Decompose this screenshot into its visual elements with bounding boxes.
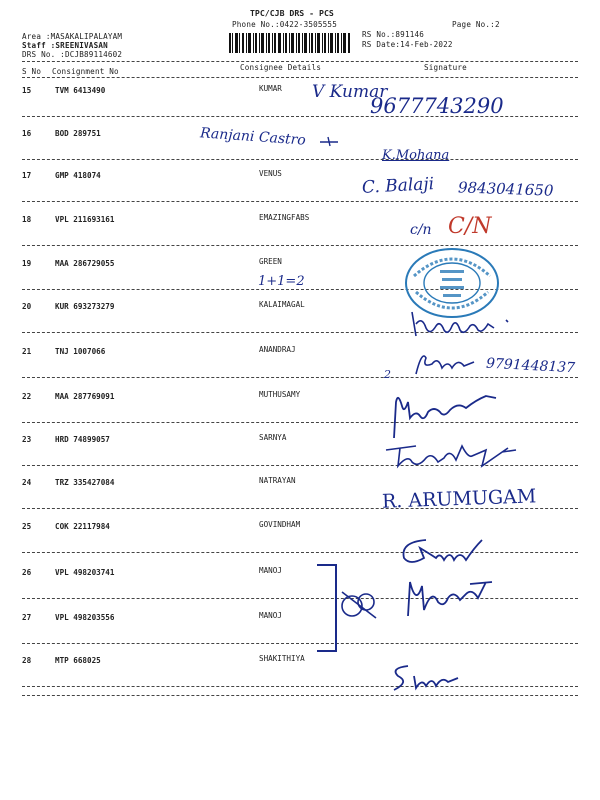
row-consignment-no: COK 22117984 bbox=[55, 522, 110, 531]
row-consignee: MANOJ bbox=[259, 566, 282, 575]
handwritten-cn: c/n bbox=[410, 222, 432, 238]
row-consignee: MUTHUSAMY bbox=[259, 390, 301, 399]
row-divider bbox=[22, 377, 578, 378]
signature-govindham bbox=[396, 532, 492, 566]
signature-kumar: V Kumar bbox=[312, 82, 388, 102]
row-sno: 16 bbox=[22, 129, 32, 138]
row-sno: 26 bbox=[22, 568, 32, 577]
row-consignment-no: MAA 287769091 bbox=[55, 392, 115, 401]
rs-date: RS Date:14-Feb-2022 bbox=[362, 40, 453, 49]
row-consignee: SHAKITHIYA bbox=[259, 654, 305, 663]
signature-shakithiya bbox=[386, 660, 472, 694]
row-consignment-no: TRZ 335427084 bbox=[55, 478, 115, 487]
phone-number: Phone No.:0422-3505555 bbox=[232, 20, 337, 29]
signature-muthusamy bbox=[386, 388, 506, 440]
row-consignee: KALAIMAGAL bbox=[259, 300, 305, 309]
signature-manoj bbox=[400, 576, 500, 620]
document-title: TPC/CJB DRS - PCS bbox=[250, 8, 334, 18]
row-consignment-no: MTP 668025 bbox=[55, 656, 101, 665]
handwritten-phone: 9843041650 bbox=[457, 178, 554, 200]
divider bbox=[22, 695, 578, 696]
row-consignment-no: TNJ 1007066 bbox=[55, 347, 106, 356]
signature-anandraj bbox=[412, 348, 488, 378]
dash-mark bbox=[318, 134, 346, 148]
handwritten-phone: 9677743290 bbox=[370, 94, 504, 118]
handwritten-phone: 9791448137 bbox=[485, 355, 576, 377]
row-consignee: KUMAR bbox=[259, 84, 282, 93]
row-consignment-no: HRD 74899057 bbox=[55, 435, 110, 444]
row-sno: 22 bbox=[22, 392, 32, 401]
col-sno: S No bbox=[22, 67, 42, 76]
row-consignee: ANANDRAJ bbox=[259, 345, 296, 354]
handwritten-mark: 2 bbox=[384, 368, 391, 381]
row-sno: 21 bbox=[22, 347, 32, 356]
handwritten-name: Ranjani Castro bbox=[199, 125, 307, 149]
row-consignee: MANOJ bbox=[259, 611, 282, 620]
divider bbox=[22, 77, 578, 78]
row-consignment-no: VPL 498203556 bbox=[55, 613, 115, 622]
drs-number: DRS No. :DCJB89114602 bbox=[22, 50, 123, 59]
row-consignee: EMAZINGFABS bbox=[259, 213, 310, 222]
row-sno: 19 bbox=[22, 259, 32, 268]
row-consignee: NATRAYAN bbox=[259, 476, 296, 485]
row-consignment-no: VPL 498203741 bbox=[55, 568, 115, 577]
signature-kalaimagal bbox=[408, 306, 518, 342]
row-consignee: GREEN bbox=[259, 257, 282, 266]
row-consignment-no: TVM 6413490 bbox=[55, 86, 106, 95]
row-consignment-no: VPL 211693161 bbox=[55, 215, 115, 224]
col-consignee: Consignee Details bbox=[240, 63, 322, 72]
row-consignment-no: GMP 418074 bbox=[55, 171, 101, 180]
signature-sarnya bbox=[382, 438, 522, 472]
handwritten-cn-red: C/N bbox=[448, 214, 492, 239]
row-consignee: VENUS bbox=[259, 169, 282, 178]
row-sno: 17 bbox=[22, 171, 32, 180]
col-signature: Signature bbox=[424, 63, 467, 72]
row-consignment-no: MAA 286729055 bbox=[55, 259, 115, 268]
divider bbox=[22, 61, 578, 62]
row-consignee: SARNYA bbox=[259, 433, 287, 442]
page-number: Page No.:2 bbox=[452, 20, 500, 29]
row-sno: 25 bbox=[22, 522, 32, 531]
col-consignment: Consignment No bbox=[52, 67, 119, 76]
signature-balaji: C. Balaji bbox=[361, 174, 435, 198]
signature-natrayan: R. ARUMUGAM bbox=[381, 485, 537, 513]
staff-label: Staff :SREENIVASAN bbox=[22, 41, 108, 50]
row-sno: 20 bbox=[22, 302, 32, 311]
row-sno: 18 bbox=[22, 215, 32, 224]
row-consignment-no: KUR 693273279 bbox=[55, 302, 115, 311]
row-divider bbox=[22, 159, 578, 160]
row-divider bbox=[22, 201, 578, 202]
handwritten-note: 1+1=2 bbox=[258, 274, 305, 289]
row-sno: 24 bbox=[22, 478, 32, 487]
area-label: Area :MASAKALIPALAYAM bbox=[22, 32, 123, 41]
rs-number: RS No.:891146 bbox=[362, 30, 425, 39]
bracket-mark bbox=[317, 564, 337, 652]
row-consignee: GOVINDHAM bbox=[259, 520, 301, 529]
row-divider bbox=[22, 552, 578, 553]
row-divider bbox=[22, 686, 578, 687]
row-sno: 23 bbox=[22, 435, 32, 444]
handwritten-name: K.Mohana bbox=[382, 148, 450, 163]
row-divider bbox=[22, 643, 578, 644]
row-sno: 28 bbox=[22, 656, 32, 665]
row-sno: 15 bbox=[22, 86, 32, 95]
signature-manoj-initials bbox=[336, 582, 382, 626]
row-sno: 27 bbox=[22, 613, 32, 622]
row-consignment-no: BOD 289751 bbox=[55, 129, 101, 138]
barcode bbox=[229, 33, 351, 53]
